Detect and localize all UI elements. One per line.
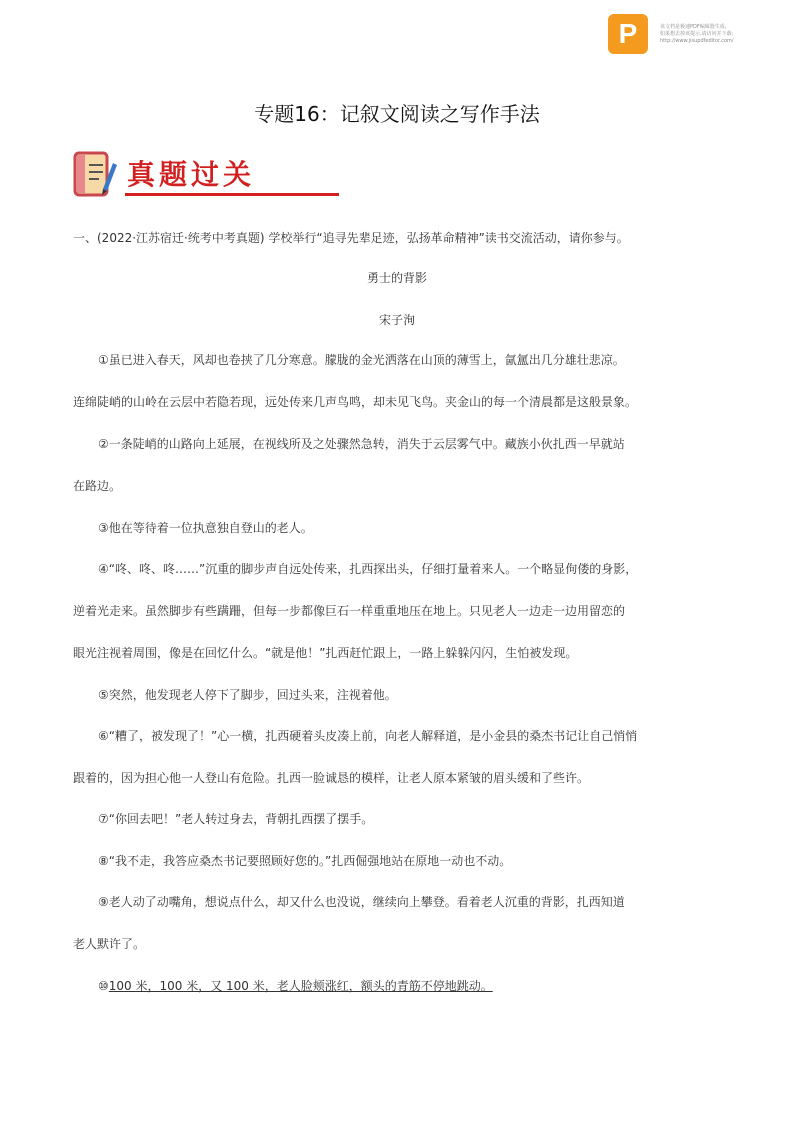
question-stem: 一、(2022·江苏宿迁·统考中考真题) 学校举行“追寻先辈足迹，弘扬革命精神”读书交流活动，请你参与。 — [73, 231, 629, 245]
page-title: 专题16：记叙文阅读之写作手法 — [254, 102, 540, 126]
article-line: ⑦“你回去吧！”老人转过身去，背朝扎西摆了摆手。 — [98, 812, 374, 826]
paragraph-number: ⑩ — [98, 979, 109, 993]
logo-letter: P — [618, 18, 638, 49]
article-line-last — [98, 978, 758, 994]
article-title: 勇士的背影 — [366, 271, 427, 285]
article-line: 眼光注视着周围，像是在回忆什么。“就是他！”扎西赶忙跟上，一路上躲躲闪闪，生怕被发现。 — [73, 646, 578, 660]
article-line: 逆着光走来。虽然脚步有些蹒跚，但每一步都像巨石一样重重地压在地上。只见老人一边走一边用留恋的 — [73, 604, 626, 618]
notebook-pencil-icon — [73, 149, 117, 199]
article-line: 跟着的，因为担心他一人登山有危险。扎西一脸诚恳的模样，让老人原本紧皱的眉头缓和了些许。 — [73, 771, 590, 785]
article-line: ⑨老人动了动嘴角，想说点什么，却又什么也没说，继续向上攀登。看着老人沉重的背影，扎西知道 — [98, 895, 625, 909]
article-line: ⑧“我不走，我答应桑杰书记要照顾好您的。”扎西倔强地站在原地一动也不动。 — [98, 854, 512, 868]
article-line: ④“咚、咚、咚……”沉重的脚步声自远处传来，扎西探出头，仔细打量着来人。一个略显佝偻的身影， — [98, 562, 638, 576]
logo-note-line-3[interactable]: http://www.jisupdfeditor.com/ — [660, 38, 734, 44]
article-line: ①虽已进入春天，风却也卷挟了几分寒意。朦胧的金光洒落在山顶的薄雪上，氤氲出几分雄壮悲凉。 — [98, 353, 625, 367]
article-line: 连绵陡峭的山岭在云层中若隐若现，远处传来几声鸟鸣，却未见飞鸟。夹金山的每一个清晨都是这般景象。 — [73, 395, 638, 409]
underlined-sentence: 100 米，100 米，又 100 米，老人脸颊涨红，额头的青筋不停地跳动。 — [108, 979, 493, 993]
article-author: 宋子洵 — [378, 313, 415, 327]
article-line: 在路边。 — [73, 479, 122, 493]
badge-underline — [125, 193, 339, 196]
logo-note-line-1: 该文档是极速PDF编辑器生成, — [660, 24, 727, 30]
logo-note-line-2: 如果想去掉该提示,请访问并下载: — [660, 31, 734, 37]
badge-label: 真题过关 — [127, 158, 256, 191]
article-line: ⑤突然，他发现老人停下了脚步，回过头来，注视着他。 — [98, 688, 397, 702]
section-badge — [73, 149, 273, 199]
article-line: 老人默许了。 — [73, 937, 146, 951]
article-line: ②一条陡峭的山路向上延展，在视线所及之处骤然急转，消失于云层雾气中。藏族小伙扎西一早就站 — [98, 437, 625, 451]
article-line: ③他在等待着一位执意独自登山的老人。 — [98, 521, 313, 535]
logo-note — [660, 24, 790, 45]
pdf-editor-logo — [608, 14, 648, 54]
article-line: ⑥“糟了，被发现了！”心一横，扎西硬着头皮凑上前，向老人解释道，是小金县的桑杰书记让自己悄悄 — [98, 729, 638, 743]
